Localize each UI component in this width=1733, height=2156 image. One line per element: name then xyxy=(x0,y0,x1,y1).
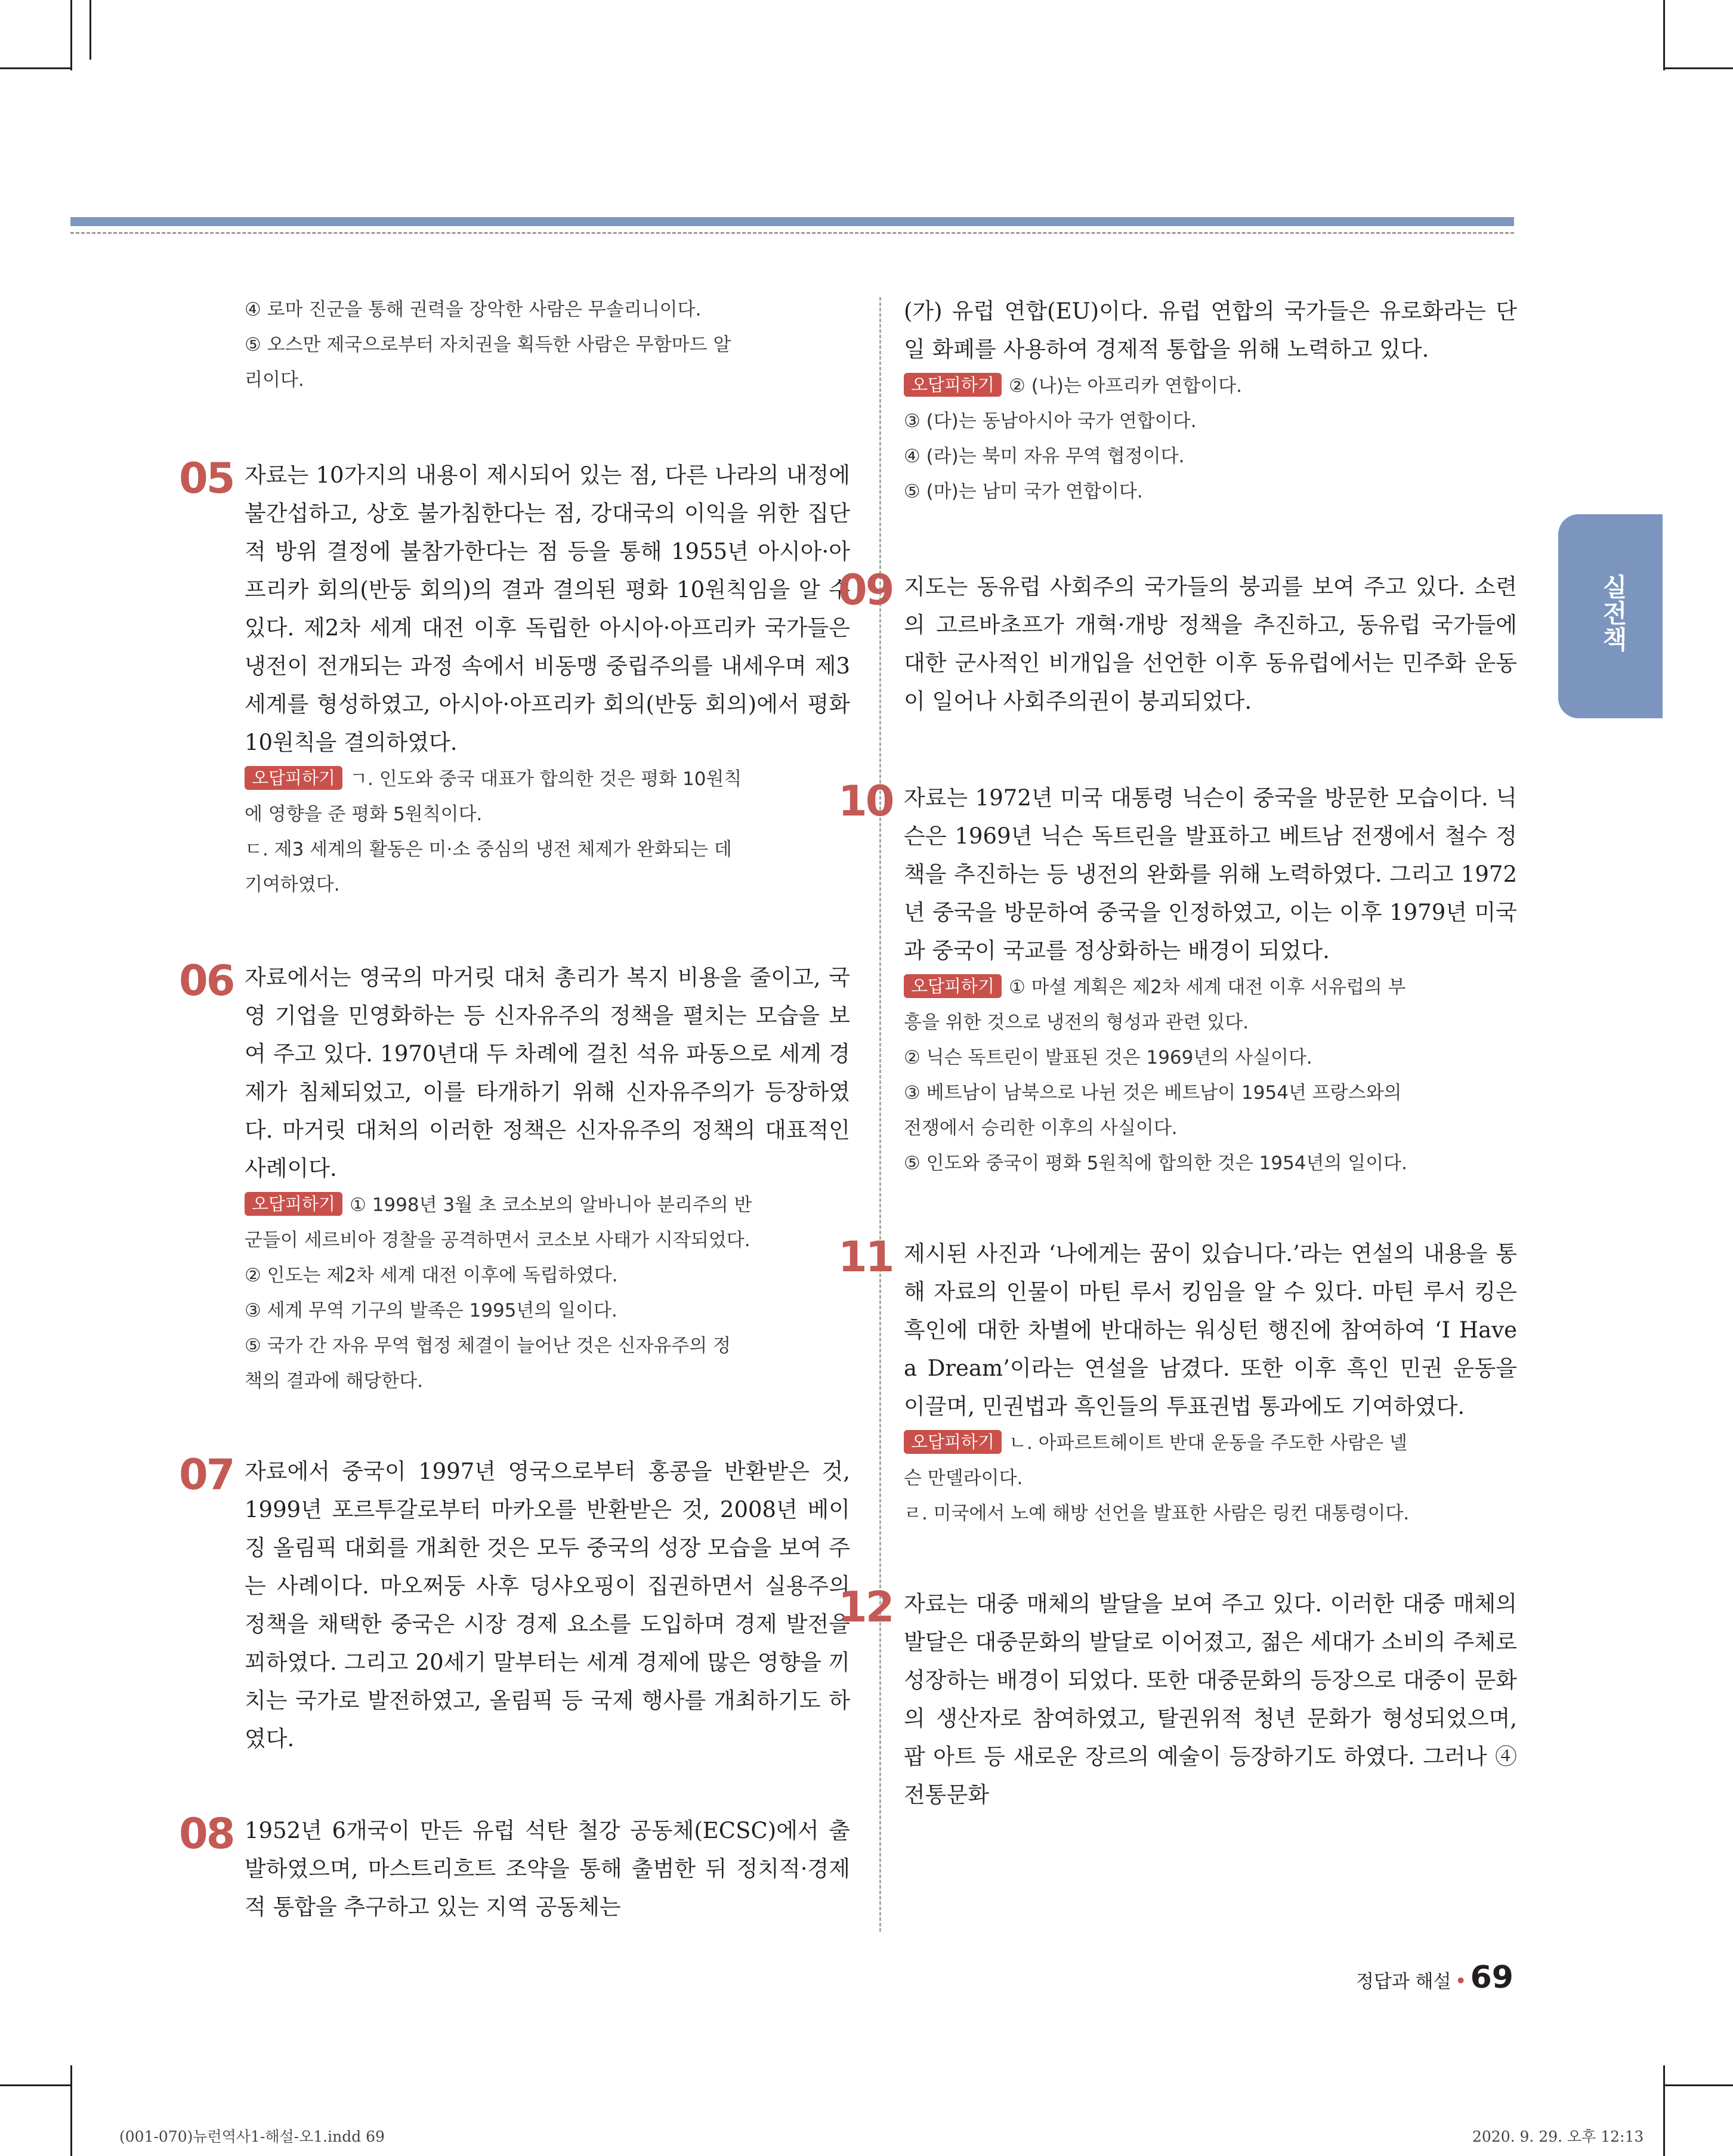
side-tab-label: 실전책 xyxy=(1599,574,1628,653)
explanation-text: 제시된 사진과 ‘나에게는 꿈이 있습니다.’라는 연설의 내용을 통해 자료의 인물이 마틴 루서 킹임을 알 수 있다. 마틴 루서 킹은 흑인에 대한 차별에 반대하는 워싱턴 행진에 참여하여 ‘I Have a Dream’이라는 연설을 남겼다. 또한 이후 흑인 민권 운동을 이끌며, 민권법과 흑인들의 투표권법 통과에도 기여하였다. xyxy=(904,1241,1517,1419)
hint-line: 흥을 위한 것으로 냉전의 형성과 관련 있다. xyxy=(904,1012,1249,1033)
right-column xyxy=(838,292,1517,1814)
explanation-text: (가) 유럽 연합(EU)이다. 유럽 연합의 국가들은 유로화라는 단일 화폐를 사용하여 경제적 통합을 위해 노력하고 있다. xyxy=(904,298,1517,362)
answer-08-continuation xyxy=(904,292,1517,509)
header-dashed-rule xyxy=(70,232,1514,234)
hint-line: ⑤ 인도와 중국이 평화 5원칙에 합의한 것은 1954년의 일이다. xyxy=(904,1153,1407,1174)
hint-line: 군들이 세르비아 경찰을 공격하면서 코소보 사태가 시작되었다. xyxy=(245,1230,750,1251)
question-number: 11 xyxy=(838,1233,893,1281)
crop-mark xyxy=(1663,2084,1733,2086)
question-number: 06 xyxy=(179,956,234,1005)
wrong-answer-tag: 오답피하기 xyxy=(904,1430,1002,1454)
answer-10 xyxy=(838,777,1517,1181)
explanation-text: 1952년 6개국이 만든 유럽 석탄 철강 공동체(ECSC)에서 출발하였으며, 마스트리흐트 조약을 통해 출범한 뒤 정치적·경제적 통합을 추구하고 있는 지역 공동체는 xyxy=(245,1818,850,1920)
crop-mark xyxy=(1663,67,1733,69)
header-rule xyxy=(70,217,1514,226)
section-side-tab xyxy=(1558,514,1663,718)
hint-line: 책의 결과에 해당한다. xyxy=(245,1370,424,1392)
hint-line: ㄹ. 미국에서 노예 해방 선언을 발표한 사람은 링컨 대통령이다. xyxy=(904,1503,1410,1524)
question-number: 07 xyxy=(179,1450,234,1499)
hint-line: ⑤ (마)는 남미 국가 연합이다. xyxy=(904,481,1143,502)
footer-label: 정답과 해설 xyxy=(1355,1971,1451,1993)
hint-line: 전쟁에서 승리한 이후의 사실이다. xyxy=(904,1117,1178,1139)
explanation-text: 자료에서 중국이 1997년 영국으로부터 홍콩을 반환받은 것, 1999년 포르투갈로부터 마카오를 반환받은 것, 2008년 베이징 올림픽 대회를 개최한 것은 모두 중국의 성장 모습을 보여 주는 사례이다. 마오쩌둥 사후 덩샤오핑이 집권하면서 실용주의 정책을 채택한 중국은 시장 경제 요소를 도입하며 경제 발전을 꾀하였다. 그리고 20세기 말부터는 세계 경제에 많은 영향을 끼치는 국가로 발전하였고, 올림픽 등 국제 행사를 개최하기도 하였다. xyxy=(245,1459,850,1752)
hint-line: ② 인도는 제2차 세계 대전 이후에 독립하였다. xyxy=(245,1265,618,1286)
explanation-text: 자료는 10가지의 내용이 제시되어 있는 점, 다른 나라의 내정에 불간섭하고, 상호 불가침한다는 점, 강대국의 이익을 위한 집단적 방위 결정에 불참가한다는 점 등을 통해 1955년 아시아·아프리카 회의(반둥 회의)의 결과 결의된 평화 10원칙임을 알 수 있다. 제2차 세계 대전 이후 독립한 아시아·아프리카 국가들은 냉전이 전개되는 과정 속에서 비동맹 중립주의를 내세우며 제3 세계를 형성하였고, 아시아·아프리카 회의(반둥 회의)에서 평화 10원칙을 결의하였다. xyxy=(245,462,850,755)
print-slug-file: (001-070)뉴런역사1-해설-오1.indd 69 xyxy=(119,2128,385,2145)
answer-09 xyxy=(838,566,1517,721)
hint-line: ㄷ. 제3 세계의 활동은 미·소 중심의 냉전 체제가 완화되는 데 xyxy=(245,839,732,860)
answer-11 xyxy=(838,1233,1517,1531)
hint-line: ④ 로마 진군을 통해 권력을 장악한 사람은 무솔리니이다. xyxy=(245,299,702,320)
hint-line: 오답피하기 ② (나)는 아프리카 연합이다. xyxy=(904,369,1517,404)
answer-04-continuation xyxy=(245,292,850,398)
hint-line: ④ (라)는 북미 자유 무역 협정이다. xyxy=(904,446,1185,467)
question-number: 08 xyxy=(179,1809,234,1858)
page-number: 69 xyxy=(1470,1960,1513,1996)
explanation-text: 자료에서는 영국의 마거릿 대처 총리가 복지 비용을 줄이고, 국영 기업을 민영화하는 등 신자유주의 정책을 펼치는 모습을 보여 주고 있다. 1970년대 두 차례에 걸친 석유 파동으로 세계 경제가 침체되었고, 이를 타개하기 위해 신자유주의가 등장하였다. 마거릿 대처의 이러한 정책은 신자유주의 정책의 대표적인 사례이다. xyxy=(245,965,850,1181)
column-divider xyxy=(879,297,881,1932)
answer-07 xyxy=(179,1450,850,1758)
hint-line: ③ 세계 무역 기구의 발족은 1995년의 일이다. xyxy=(245,1300,617,1321)
crop-mark xyxy=(70,0,72,70)
question-number: 05 xyxy=(179,454,234,503)
page-footer xyxy=(1356,1960,1513,1996)
print-slug-date: 2020. 9. 29. 오후 12:13 xyxy=(1472,2128,1644,2145)
hint-line: ⑤ 국가 간 자유 무역 협정 체결이 늘어난 것은 신자유주의 정 xyxy=(245,1335,731,1357)
hint-line: 오답피하기 ㄱ. 인도와 중국 대표가 합의한 것은 평화 10원칙 xyxy=(245,762,850,797)
answer-08 xyxy=(179,1809,850,1926)
hint-line: 슨 만델라이다. xyxy=(904,1468,1023,1489)
hint-line: ③ 베트남이 남북으로 나뉜 것은 베트남이 1954년 프랑스와의 xyxy=(904,1082,1402,1104)
hint-line: 오답피하기 ① 마셜 계획은 제2차 세계 대전 이후 서유럽의 부 xyxy=(904,970,1517,1005)
question-number: 10 xyxy=(838,777,893,826)
crop-mark xyxy=(1663,0,1665,70)
wrong-answer-tag: 오답피하기 xyxy=(904,373,1002,397)
crop-mark xyxy=(0,2084,70,2086)
explanation-text: 자료는 대중 매체의 발달을 보여 주고 있다. 이러한 대중 매체의 발달은 대중문화의 발달로 이어졌고, 젊은 세대가 소비의 주체로 성장하는 배경이 되었다. 또한 대중문화의 등장으로 대중이 문화의 생산자로 참여하였고, 탈권위적 청년 문화가 형성되었으며, 팝 아트 등 새로운 장르의 예술이 등장하기도 하였다. 그러나 ④ 전통문화 xyxy=(904,1591,1517,1808)
crop-mark xyxy=(1663,2065,1665,2156)
hint-line: ② 닉슨 독트린이 발표된 것은 1969년의 사실이다. xyxy=(904,1047,1312,1068)
wrong-answer-tag: 오답피하기 xyxy=(904,974,1002,998)
hint-line: ③ (다)는 동남아시아 국가 연합이다. xyxy=(904,410,1197,432)
wrong-answer-tag: 오답피하기 xyxy=(245,766,342,790)
answer-05 xyxy=(179,454,850,903)
hint-line: 오답피하기 ① 1998년 3월 초 코소보의 알바니아 분리주의 반 xyxy=(245,1188,850,1223)
hint-line: 기여하였다. xyxy=(245,874,340,895)
explanation-text: 지도는 동유럽 사회주의 국가들의 붕괴를 보여 주고 있다. 소련의 고르바초프가 개혁·개방 정책을 추진하고, 동유럽 국가들에 대한 군사적인 비개입을 선언한 이후 동유럽에서는 민주화 운동이 일어나 사회주의권이 붕괴되었다. xyxy=(904,574,1517,714)
answer-06 xyxy=(179,956,850,1399)
hint-line: 리이다. xyxy=(245,369,304,391)
answer-12 xyxy=(838,1583,1517,1814)
crop-mark xyxy=(70,2065,72,2156)
hint-line: 오답피하기 ㄴ. 아파르트헤이트 반대 운동을 주도한 사람은 넬 xyxy=(904,1426,1517,1461)
question-number: 09 xyxy=(838,566,893,614)
hint-line: 에 영향을 준 평화 5원칙이다. xyxy=(245,804,483,825)
explanation-text: 자료는 1972년 미국 대통령 닉슨이 중국을 방문한 모습이다. 닉슨은 1969년 닉슨 독트린을 발표하고 베트남 전쟁에서 철수 정책을 추진하는 등 냉전의 완화를 위해 노력하였다. 그리고 1972년 중국을 방문하여 중국을 인정하였고, 이는 이후 1979년 미국과 중국이 국교를 정상화하는 배경이 되었다. xyxy=(904,785,1517,963)
left-column xyxy=(179,292,850,1926)
question-number: 12 xyxy=(838,1583,893,1632)
crop-mark xyxy=(89,0,91,60)
wrong-answer-tag: 오답피하기 xyxy=(245,1192,342,1216)
hint-line: ⑤ 오스만 제국으로부터 자치권을 획득한 사람은 무함마드 알 xyxy=(245,334,731,356)
footer-dot-icon: • xyxy=(1454,1969,1467,1993)
crop-mark xyxy=(0,67,70,69)
